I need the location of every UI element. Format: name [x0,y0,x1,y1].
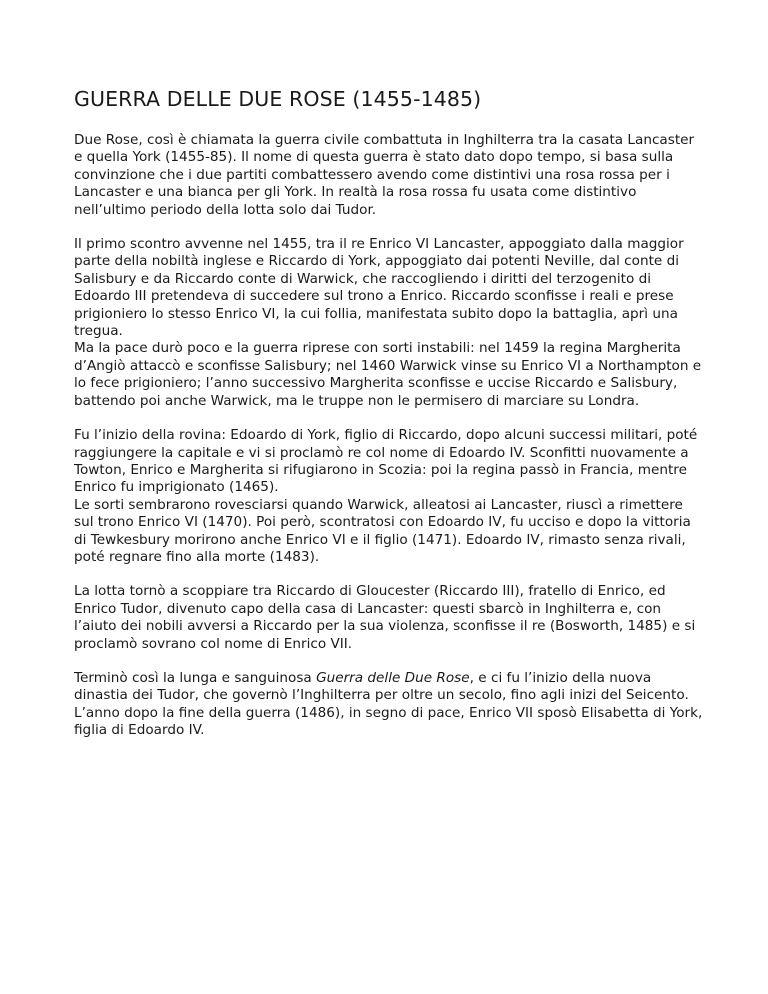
paragraph-first-clash: Il primo scontro avvenne nel 1455, tra il re Enrico VI Lancaster, appoggiato dalla maggior parte della nobiltà inglese e Riccardo di York, appoggiato dai potenti Neville, dal conte di Salisbury e da Riccardo conte di Warwick, che raccogliendo i diritti del terzogenito di Edoardo III pretendeva di succedere sul trono a Enrico. Riccardo sconfisse i reali e prese prigioniero lo stesso Enrico VI, la cui follia, manifestata subito dopo la battaglia, aprì una tregua. [74,236,684,340]
conclusion-text-end: , e ci fu l’inizio della nuova dinastia dei Tudor, che governò l’Inghilterra per oltre un secolo, fino agli inizi del Seicento. [74,669,689,704]
paragraph-intro: Due Rose, così è chiamata la guerra civile combattuta in Inghilterra tra la casata Lancaster e quella York (1455-85). Il nome di questa guerra è stato dato dopo tempo, si basa sulla convinzione che i due partiti combattessero avendo come distintivi una rosa rossa per i Lancaster e una bianca per gli York. In realtà la rosa rossa fu usata come distintivo nell’ultimo periodo della lotta solo dai Tudor. [74,132,695,218]
paragraph-bosworth: La lotta tornò a scoppiare tra Riccardo di Gloucester (Riccardo III), fratello di Enrico, ed Enrico Tudor, divenuto capo della casa di Lancaster: questi sbarcò in Inghilterra e, con l’aiuto dei nobili avversi a Riccardo per la sua violenza, sconfisse il re (Bosworth, 1485) e si proclamò sovrano col nome di Enrico VII. [74,583,696,652]
paragraph-warwick: Le sorti sembrarono rovesciarsi quando Warwick, alleatosi ai Lancaster, riuscì a rimettere sul trono Enrico VI (1470). Poi però, scontratosi con Edoardo IV, fu ucciso e dopo la vittoria di Tewkesbury morirono anche Enrico VI e il figlio (1471). Edoardo IV, rimasto senza rivali, poté regnare fino alla morte (1483). [74,496,691,565]
document-body [74,86,704,740]
paragraph-conclusion [74,670,704,705]
paragraph-final: L’anno dopo la fine della guerra (1486), in segno di pace, Enrico VII sposò Elisabetta di York, figlia di Edoardo IV. [74,704,703,739]
paragraph-unstable-peace: Ma la pace durò poco e la guerra riprese con sorti instabili: nel 1459 la regina Margherita d’Angiò attaccò e sconfisse Salisbury; nel 1460 Warwick vinse su Enrico VI a Northampton e lo fece prigioniero; l’anno successivo Margherita sconfisse e uccise Riccardo e Salisbury, battendo poi anche Warwick, ma le truppe non le permisero di marciare su Londra. [74,340,702,409]
document-title: GUERRA DELLE DUE ROSE (1455-1485) [74,87,482,111]
paragraph-edward-iv: Fu l’inizio della rovina: Edoardo di York, figlio di Riccardo, dopo alcuni successi militari, poté raggiungere la capitale e vi si proclamò re col nome di Edoardo IV. Sconfitti nuovamente a Towton, Enrico e Margherita si rifugiarono in Scozia: poi la regina passò in Francia, mentre Enrico fu imprigionato (1465). [74,427,698,496]
conclusion-text-start: Terminò così la lunga e sanguinosa [74,669,317,686]
conclusion-italic-title: Guerra delle Due Rose [316,669,470,686]
